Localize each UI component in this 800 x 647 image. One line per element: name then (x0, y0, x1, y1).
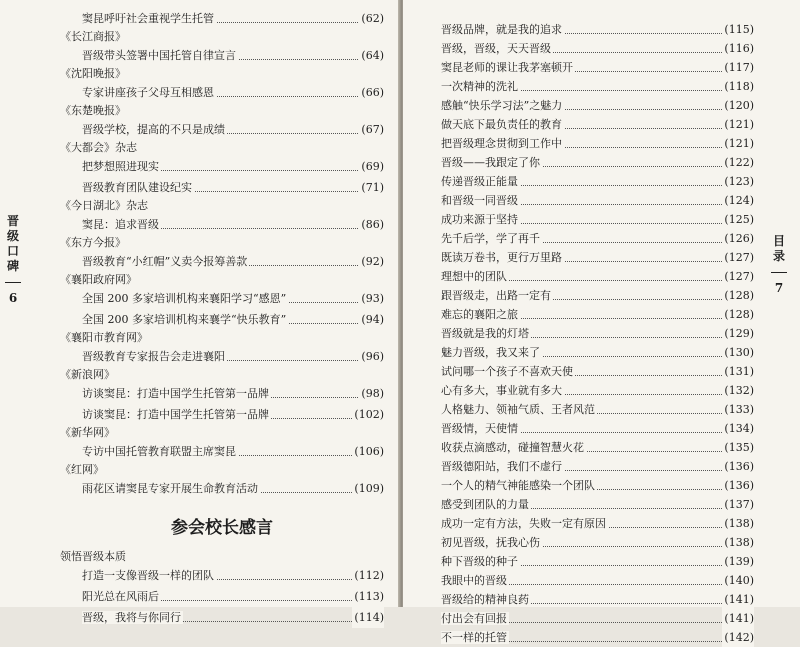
entry-page-number: (115) (722, 20, 754, 39)
toc-entry (441, 628, 754, 647)
toc-entry (441, 533, 754, 552)
toc-entry (441, 381, 754, 400)
entry-page-number: (141) (722, 609, 754, 628)
toc-entry (441, 590, 754, 609)
entry-title: 成功一定有方法，失败一定有原因 (441, 517, 606, 530)
toc-entry (441, 39, 754, 58)
entry-page-number: (98) (359, 383, 384, 404)
chapter-subtitle: 领悟晋级本质 (60, 550, 126, 563)
left-page (0, 0, 400, 624)
toc-entry (441, 210, 754, 229)
entry-page-number: (94) (359, 309, 384, 330)
toc-entry (441, 400, 754, 419)
entry-page-number: (130) (722, 343, 754, 362)
toc-entry (441, 571, 754, 590)
entry-page-number: (102) (352, 404, 384, 425)
right-page (403, 0, 800, 644)
left-side-title: 晋级口碑 (6, 214, 19, 273)
toc-entry (60, 214, 384, 235)
entry-title: 先千后学，学了再千 (441, 232, 540, 245)
toc-entry (441, 419, 754, 438)
entry-page-number: (114) (352, 607, 384, 628)
side-divider (771, 272, 787, 273)
left-page-number: 6 (8, 291, 18, 305)
toc-entry (441, 134, 754, 153)
toc-entry (441, 514, 754, 533)
toc-entry (60, 586, 384, 607)
entry-page-number: (137) (722, 495, 754, 514)
source-header: 《大都会》杂志 (60, 141, 137, 154)
entry-page-number: (93) (359, 288, 384, 309)
entry-title: 把梦想照进现实 (82, 160, 159, 173)
entry-page-number: (92) (359, 251, 384, 272)
entry-title: 打造一支像晋级一样的团队 (82, 569, 214, 582)
toc-entry (60, 441, 384, 462)
entry-title: 做天底下最负责任的教育 (441, 118, 562, 131)
entry-title: 难忘的襄阳之旅 (441, 308, 518, 321)
entry-title: 种下晋级的种子 (441, 555, 518, 568)
toc-entry (441, 229, 754, 248)
entry-page-number: (64) (359, 45, 384, 66)
entry-page-number: (125) (722, 210, 754, 229)
toc-entry (441, 77, 754, 96)
entry-page-number: (122) (722, 153, 754, 172)
entry-title: 全国 200 多家培训机构来襄学“快乐教育” (82, 313, 287, 326)
entry-title: 晋级教育团队建设纪实 (82, 181, 192, 194)
entry-title: 窦昆：追求晋级 (82, 218, 159, 231)
toc-entry (60, 82, 384, 103)
entry-title: 访谈窦昆：打造中国学生托管第一品牌 (82, 408, 269, 421)
entry-title: 传递晋级正能量 (441, 175, 518, 188)
toc-entry (60, 288, 384, 309)
entry-page-number: (142) (722, 628, 754, 647)
entry-title: 一个人的精气神能感染一个团队 (441, 479, 595, 492)
toc-entry (441, 476, 754, 495)
entry-title: 晋级——我跟定了你 (441, 156, 540, 169)
toc-entry (441, 305, 754, 324)
entry-page-number: (117) (722, 58, 754, 77)
source-header: 《襄阳市教育网》 (60, 331, 148, 344)
right-toc (441, 20, 754, 647)
entry-title: 不一样的托管 (441, 631, 507, 644)
toc-entry (60, 8, 384, 29)
entry-title: 访谈窦昆：打造中国学生托管第一品牌 (82, 387, 269, 400)
right-side-label (771, 234, 787, 296)
right-page-number: 7 (774, 281, 784, 295)
entry-page-number: (66) (359, 82, 384, 103)
entry-page-number: (106) (352, 441, 384, 462)
entry-title: 晋级带头签署中国托管自律宣言 (82, 49, 236, 62)
entry-page-number: (132) (722, 381, 754, 400)
entry-page-number: (140) (722, 571, 754, 590)
toc-entry (441, 552, 754, 571)
entry-title: 晋级教育专家报告会走进襄阳 (82, 350, 225, 363)
entry-page-number: (62) (359, 8, 384, 29)
entry-title: 晋级学校，提高的不只是成绩 (82, 123, 225, 136)
entry-title: 理想中的团队 (441, 270, 507, 283)
source-header: 《红网》 (60, 463, 104, 476)
entry-title: 晋级就是我的灯塔 (441, 327, 529, 340)
entry-title: 一次精神的洗礼 (441, 80, 518, 93)
entry-page-number: (128) (722, 305, 754, 324)
toc-entry (441, 457, 754, 476)
entry-page-number: (133) (722, 400, 754, 419)
entry-page-number: (126) (722, 229, 754, 248)
toc-entry (60, 119, 384, 140)
entry-page-number: (127) (722, 267, 754, 286)
toc-entry (60, 478, 384, 499)
left-toc (60, 8, 384, 628)
entry-page-number: (121) (722, 134, 754, 153)
entry-page-number: (118) (722, 77, 754, 96)
toc-entry (60, 607, 384, 628)
entry-page-number: (67) (359, 119, 384, 140)
toc-entry (441, 267, 754, 286)
source-header: 《东楚晚报》 (60, 104, 126, 117)
entry-page-number: (124) (722, 191, 754, 210)
entry-page-number: (141) (722, 590, 754, 609)
entry-page-number: (96) (359, 346, 384, 367)
toc-entry (441, 172, 754, 191)
toc-entry (441, 438, 754, 457)
source-header: 《新华网》 (60, 426, 115, 439)
source-header: 《东方今报》 (60, 236, 126, 249)
toc-entry (441, 115, 754, 134)
entry-title: 晋级，晋级，天天晋级 (441, 42, 551, 55)
entry-title: 收获点滴感动，碰撞智慧火花 (441, 441, 584, 454)
entry-page-number: (127) (722, 248, 754, 267)
entry-title: 试问哪一个孩子不喜欢天使 (441, 365, 573, 378)
toc-entry (441, 20, 754, 39)
entry-page-number: (129) (722, 324, 754, 343)
entry-title: 魅力晋级，我又来了 (441, 346, 540, 359)
entry-title: 感受到团队的力量 (441, 498, 529, 511)
entry-title: 晋级德阳站，我们不虚行 (441, 460, 562, 473)
entry-title: 成功来源于坚持 (441, 213, 518, 226)
entry-page-number: (128) (722, 286, 754, 305)
toc-entry (60, 45, 384, 66)
entry-title: 全国 200 多家培训机构来襄阳学习“感恩” (82, 292, 287, 305)
entry-page-number: (113) (352, 586, 384, 607)
toc-entry (441, 248, 754, 267)
entry-title: 阳光总在风雨后 (82, 590, 159, 603)
entry-title: 把晋级理念贯彻到工作中 (441, 137, 562, 150)
entry-title: 跟晋级走，出路一定有 (441, 289, 551, 302)
source-header: 《长江商报》 (60, 30, 126, 43)
entry-title: 窦昆老师的课让我茅塞顿开 (441, 61, 573, 74)
source-header: 《今日湖北》杂志 (60, 199, 148, 212)
entry-page-number: (135) (722, 438, 754, 457)
entry-title: 人格魅力、领袖气质、王者风范 (441, 403, 595, 416)
toc-entry (60, 404, 384, 425)
entry-title: 我眼中的晋级 (441, 574, 507, 587)
toc-entry (441, 58, 754, 77)
toc-entry (441, 362, 754, 381)
left-side-label (5, 214, 21, 306)
toc-entry (441, 191, 754, 210)
entry-page-number: (71) (359, 177, 384, 198)
side-divider (5, 282, 21, 283)
entry-page-number: (138) (722, 514, 754, 533)
entry-title: 心有多大，事业就有多大 (441, 384, 562, 397)
toc-entry (441, 153, 754, 172)
entry-page-number: (109) (352, 478, 384, 499)
toc-entry (441, 609, 754, 628)
entry-page-number: (86) (359, 214, 384, 235)
entry-page-number: (139) (722, 552, 754, 571)
entry-title: 晋级情，天使情 (441, 422, 518, 435)
toc-entry (441, 286, 754, 305)
entry-page-number: (123) (722, 172, 754, 191)
entry-title: 晋级给的精神良药 (441, 593, 529, 606)
entry-page-number: (112) (352, 565, 384, 586)
toc-entry (60, 156, 384, 177)
entry-title: 和晋级一同晋级 (441, 194, 518, 207)
entry-title: 晋级，我将与你同行 (82, 611, 181, 624)
toc-entry (441, 96, 754, 115)
entry-page-number: (138) (722, 533, 754, 552)
toc-entry (60, 177, 384, 198)
entry-page-number: (121) (722, 115, 754, 134)
entry-title: 付出会有回报 (441, 612, 507, 625)
entry-page-number: (136) (722, 476, 754, 495)
entry-title: 初见晋级，抚我心伤 (441, 536, 540, 549)
toc-entry (441, 343, 754, 362)
entry-page-number: (136) (722, 457, 754, 476)
entry-title: 专家讲座孩子父母互相感恩 (82, 86, 214, 99)
entry-page-number: (116) (722, 39, 754, 58)
entry-page-number: (134) (722, 419, 754, 438)
toc-entry (60, 346, 384, 367)
source-header: 《新浪网》 (60, 368, 115, 381)
source-header: 《沈阳晚报》 (60, 67, 126, 80)
toc-entry (60, 383, 384, 404)
toc-entry (60, 251, 384, 272)
source-header: 《襄阳政府网》 (60, 273, 137, 286)
entry-page-number: (131) (722, 362, 754, 381)
entry-title: 晋级品牌，就是我的追求 (441, 23, 562, 36)
entry-title: 既读万卷书，更行万里路 (441, 251, 562, 264)
chapter-title: 参会校长感言 (171, 518, 273, 538)
entry-title: 窦昆呼吁社会重视学生托管 (82, 12, 214, 25)
entry-page-number: (120) (722, 96, 754, 115)
toc-entry (60, 565, 384, 586)
entry-title: 雨花区请窦昆专家开展生命教育活动 (82, 482, 258, 495)
entry-title: 晋级教育“小红帽”义卖今报筹善款 (82, 255, 248, 268)
toc-entry (60, 309, 384, 330)
entry-title: 专访中国托管教育联盟主席窦昆 (82, 445, 236, 458)
toc-entry (441, 495, 754, 514)
entry-page-number: (69) (359, 156, 384, 177)
entry-title: 感触“快乐学习法”之魅力 (441, 99, 563, 112)
right-side-title: 目录 (772, 234, 785, 263)
toc-entry (441, 324, 754, 343)
